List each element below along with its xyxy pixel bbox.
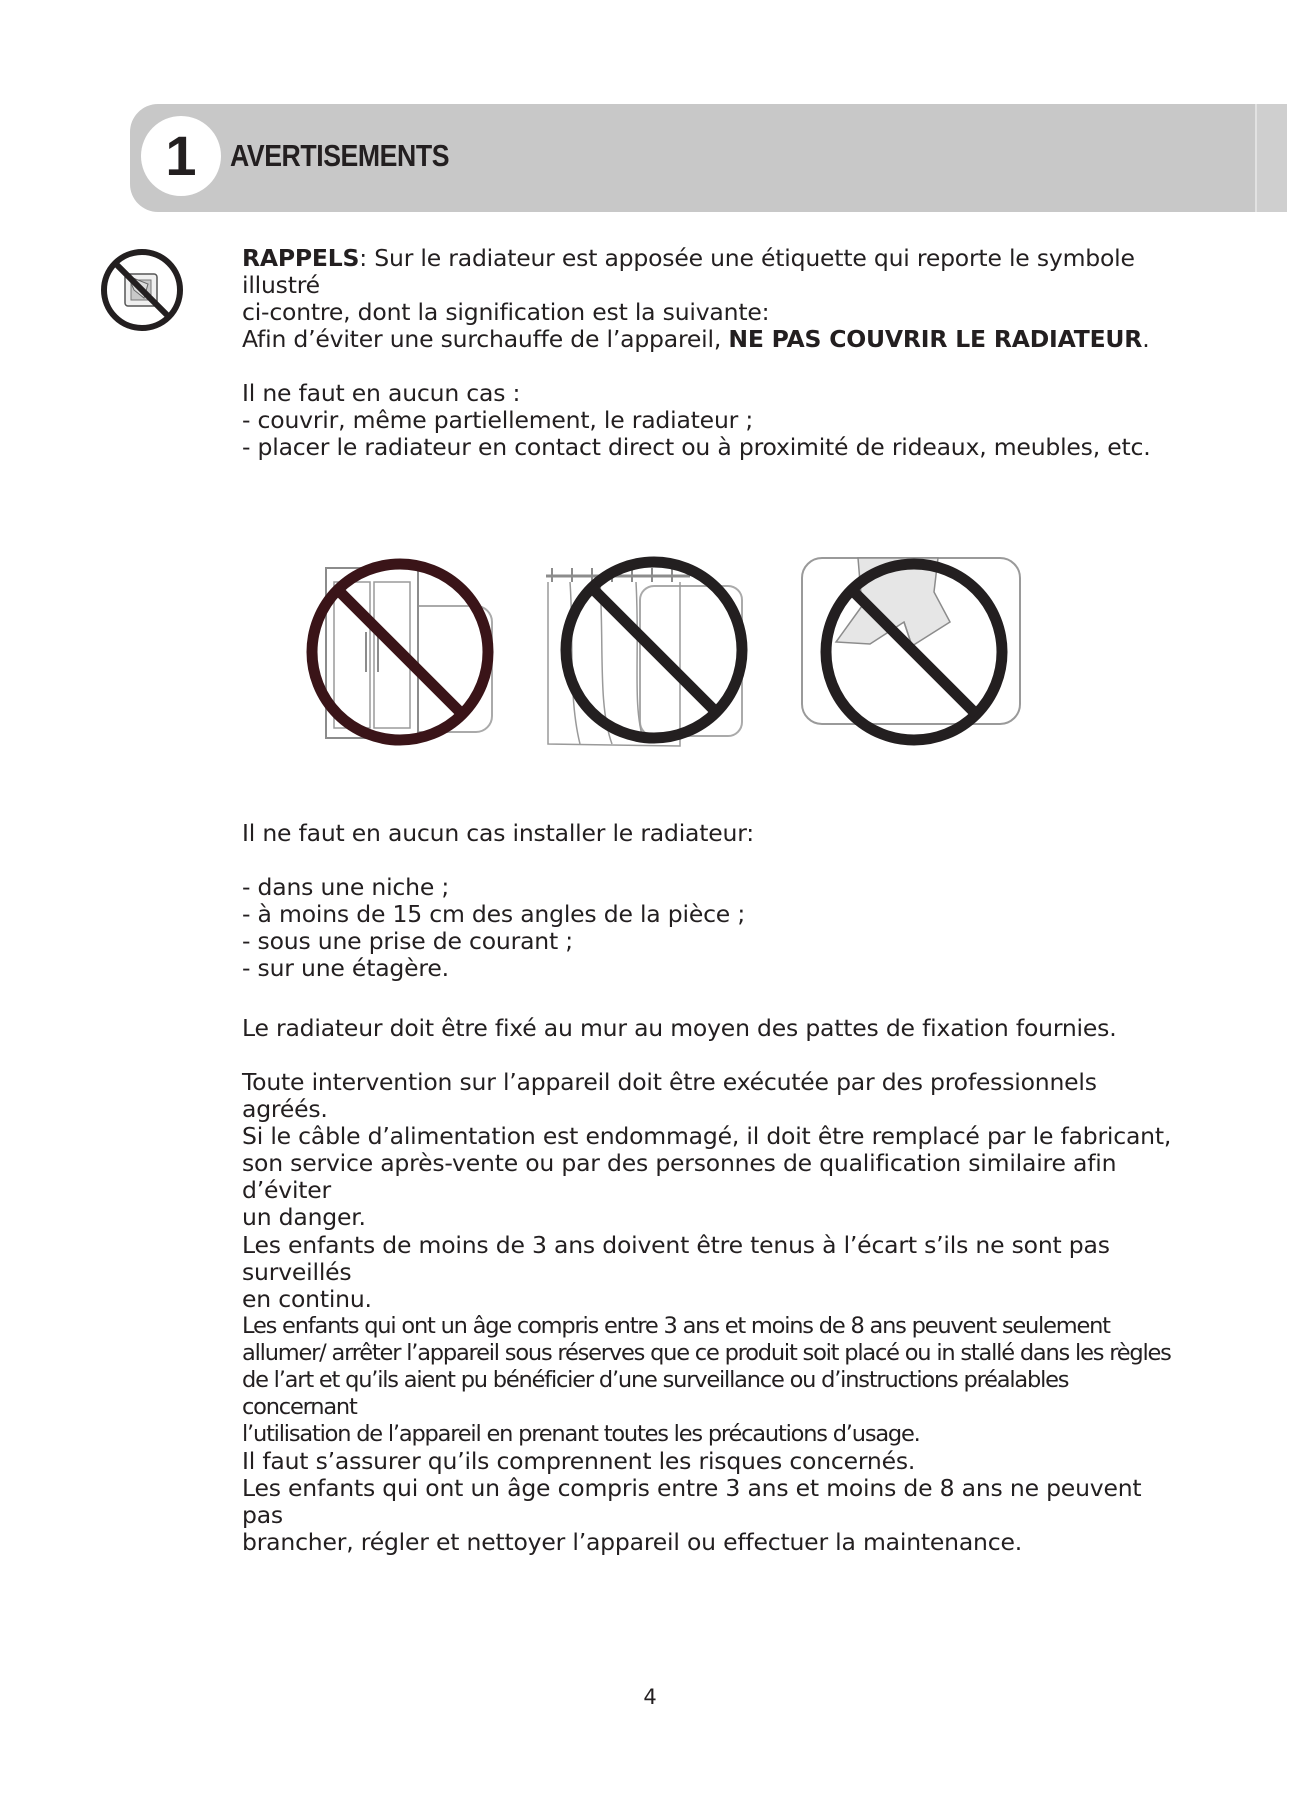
intervention-paragraph: Toute intervention sur l’appareil doit être exécutée par des professionnels agréés. (242, 1068, 1097, 1123)
no-cabinet-icon (300, 552, 500, 752)
section-header-edge (1255, 104, 1287, 212)
avoid-suffix: . (1142, 325, 1150, 353)
list-item: - sur une étagère. (242, 954, 449, 982)
no-cover-label-icon (98, 246, 186, 334)
paragraph-line: son service après-vente ou par des personnes de qualification similaire afin d’éviter (242, 1149, 1117, 1204)
avoid-prefix: Afin d’éviter une surchauffe de l’appareil, (242, 325, 729, 353)
children-under-3-paragraph (242, 1232, 1172, 1313)
page-number: 4 (643, 1685, 657, 1709)
paragraph-line: Il faut s’assurer qu’ils comprennent les risques concernés. (242, 1447, 916, 1475)
never-cover-list (242, 380, 1172, 461)
rappels-paragraph (242, 245, 1172, 326)
paragraph-line: allumer/ arrêter l’appareil sous réserves que ce produit soit placé ou in stallé dans les règles (242, 1340, 1171, 1366)
paragraph-line: Les enfants de moins de 3 ans doivent être tenus à l’écart s’ils ne sont pas surveillés (242, 1231, 1110, 1286)
section-number: 1 (141, 116, 221, 196)
list-item: - sous une prise de courant ; (242, 927, 573, 955)
rappels-label: RAPPELS (242, 244, 360, 272)
never-cover-intro: Il ne faut en aucun cas : (242, 379, 521, 407)
avoid-bold: NE PAS COUVRIR LE RADIATEUR (728, 325, 1143, 353)
paragraph-line: Les enfants qui ont un âge compris entre 3 ans et moins de 8 ans peuvent seulement (242, 1313, 1110, 1339)
list-item: - à moins de 15 cm des angles de la pièce ; (242, 900, 746, 928)
avoid-overheat-paragraph (242, 326, 1172, 353)
paragraph-line: un danger. (242, 1203, 366, 1231)
children-3-8-paragraph (242, 1313, 1172, 1556)
paragraph-line: de l’art et qu’ils aient pu bénéficier d’une surveillance ou d’instructions préalables concernant (242, 1367, 1069, 1420)
list-item: - dans une niche ; (242, 873, 450, 901)
cable-paragraph (242, 1123, 1172, 1231)
no-cloth-icon (800, 552, 1022, 754)
rappels-text-2: ci-contre, dont la signification est la suivante: (242, 298, 770, 326)
never-install-intro: Il ne faut en aucun cas installer le radiateur: (242, 819, 754, 847)
no-curtain-icon (540, 546, 755, 754)
rappels-text-1: : Sur le radiateur est apposée une étiquette qui reporte le symbole illustré (242, 244, 1135, 299)
paragraph-line: l’utilisation de l’appareil en prenant toutes les précautions d’usage. (242, 1421, 920, 1447)
section-title: AVERTISEMENTS (230, 138, 450, 173)
list-item: - placer le radiateur en contact direct ou à proximité de rideaux, meubles, etc. (242, 433, 1151, 461)
never-install-list (242, 820, 1172, 982)
paragraph-line: brancher, régler et nettoyer l’appareil ou effectuer la maintenance. (242, 1528, 1022, 1556)
paragraph-line: en continu. (242, 1285, 372, 1313)
paragraph-line: Les enfants qui ont un âge compris entre 3 ans et moins de 8 ans ne peuvent pas (242, 1474, 1142, 1529)
paragraph-line: Si le câble d’alimentation est endommagé, il doit être remplacé par le fabricant, (242, 1122, 1172, 1150)
list-item: - couvrir, même partiellement, le radiateur ; (242, 406, 754, 434)
fixing-paragraph: Le radiateur doit être fixé au mur au moyen des pattes de fixation fournies. (242, 1014, 1117, 1042)
